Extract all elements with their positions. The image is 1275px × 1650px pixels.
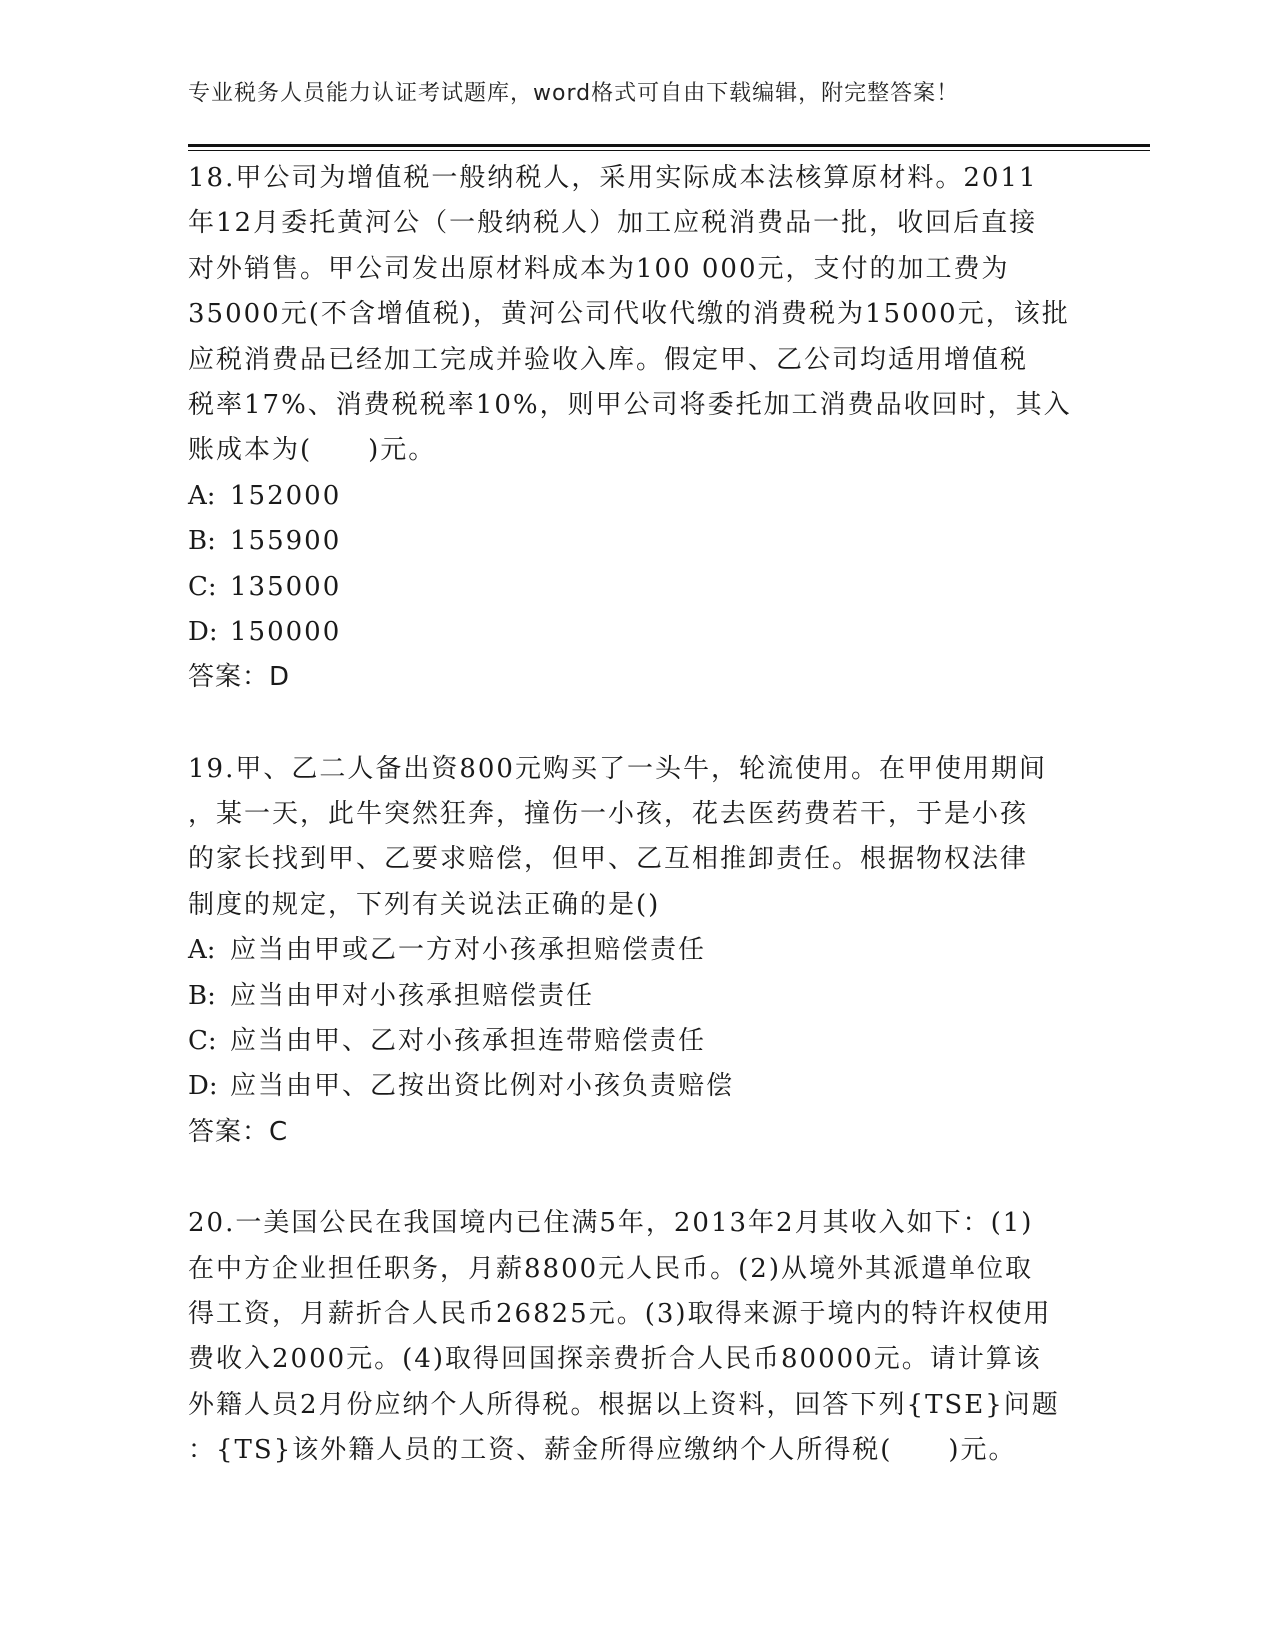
question-20	[188, 1201, 1088, 1473]
question-spacer	[188, 1155, 1088, 1201]
option-a	[188, 928, 1088, 973]
question-text-line: 费收入2000元。(4)取得回国探亲费折合人民币80000元。请计算该	[188, 1344, 1042, 1375]
option-b	[188, 974, 1088, 1019]
option-d	[188, 610, 1088, 655]
option-c	[188, 1019, 1088, 1064]
option-c	[188, 565, 1088, 610]
option-text: 152000	[230, 480, 342, 511]
option-text: 应当由甲对小孩承担赔偿责任	[230, 980, 595, 1011]
question-text-line: ：{TS}该外籍人员的工资、薪金所得应缴纳个人所得税( )元。	[188, 1435, 1017, 1466]
option-letter: A:	[188, 480, 216, 511]
question-text-line: 外籍人员2月份应纳个人所得税。根据以上资料，回答下列{TSE}问题	[188, 1389, 1060, 1420]
question-text-line: 税率17%、消费税税率10%，则甲公司将委托加工消费品收回时，其入	[188, 389, 1072, 420]
question-text-line: 对外销售。甲公司发出原材料成本为100 000元，支付的加工费为	[188, 253, 1010, 284]
option-letter: C:	[188, 571, 217, 602]
question-spacer	[188, 701, 1088, 747]
option-letter: B:	[188, 526, 216, 557]
question-text-line: 19.甲、乙二人备出资800元购买了一头牛，轮流使用。在甲使用期间	[188, 753, 1047, 784]
page-header: 专业税务人员能力认证考试题库，word格式可自由下载编辑，附完整答案！	[188, 81, 960, 106]
option-text: 155900	[230, 526, 342, 557]
question-text-line: 35000元(不含增值税)，黄河公司代收代缴的消费税为15000元，该批	[188, 299, 1070, 330]
option-letter: B:	[188, 980, 216, 1011]
option-letter: D:	[188, 616, 218, 647]
answer-line: 答案：D	[188, 662, 291, 693]
option-text: 应当由甲或乙一方对小孩承担赔偿责任	[230, 935, 707, 966]
document-body	[188, 156, 1088, 1474]
option-b	[188, 519, 1088, 564]
option-letter: D:	[188, 1071, 218, 1102]
option-a	[188, 474, 1088, 519]
question-19	[188, 747, 1088, 1156]
question-text-line: ，某一天，此牛突然狂奔，撞伤一小孩，花去医药费若干，于是小孩	[188, 799, 1029, 830]
option-text: 应当由甲、乙对小孩承担连带赔偿责任	[230, 1026, 707, 1057]
option-text: 应当由甲、乙按出资比例对小孩负责赔偿	[230, 1071, 735, 1102]
header-rule-thin	[188, 150, 1150, 151]
question-text-line: 18.甲公司为增值税一般纳税人，采用实际成本法核算原材料。2011	[188, 163, 1038, 193]
question-text-line: 年12月委托黄河公（一般纳税人）加工应税消费品一批，收回后直接	[188, 208, 1038, 239]
header-rule-thick	[188, 144, 1150, 147]
question-text-line: 制度的规定，下列有关说法正确的是()	[188, 889, 661, 920]
question-18	[188, 156, 1088, 701]
question-text-line: 得工资，月薪折合人民币26825元。(3)取得来源于境内的特许权使用	[188, 1298, 1052, 1329]
question-text-line: 20.一美国公民在我国境内已住满5年，2013年2月其收入如下：(1)	[188, 1208, 1034, 1239]
question-text-line: 账成本为( )元。	[188, 435, 437, 466]
question-text-line: 应税消费品已经加工完成并验收入库。假定甲、乙公司均适用增值税	[188, 344, 1029, 375]
option-letter: A:	[188, 935, 216, 966]
option-text: 150000	[230, 616, 342, 647]
option-d	[188, 1064, 1088, 1109]
option-letter: C:	[188, 1026, 217, 1057]
option-text: 135000	[230, 571, 342, 602]
answer-line: 答案：C	[188, 1116, 289, 1147]
question-text-line: 的家长找到甲、乙要求赔偿，但甲、乙互相推卸责任。根据物权法律	[188, 844, 1029, 875]
question-text-line: 在中方企业担任职务，月薪8800元人民币。(2)从境外其派遣单位取	[188, 1253, 1033, 1284]
